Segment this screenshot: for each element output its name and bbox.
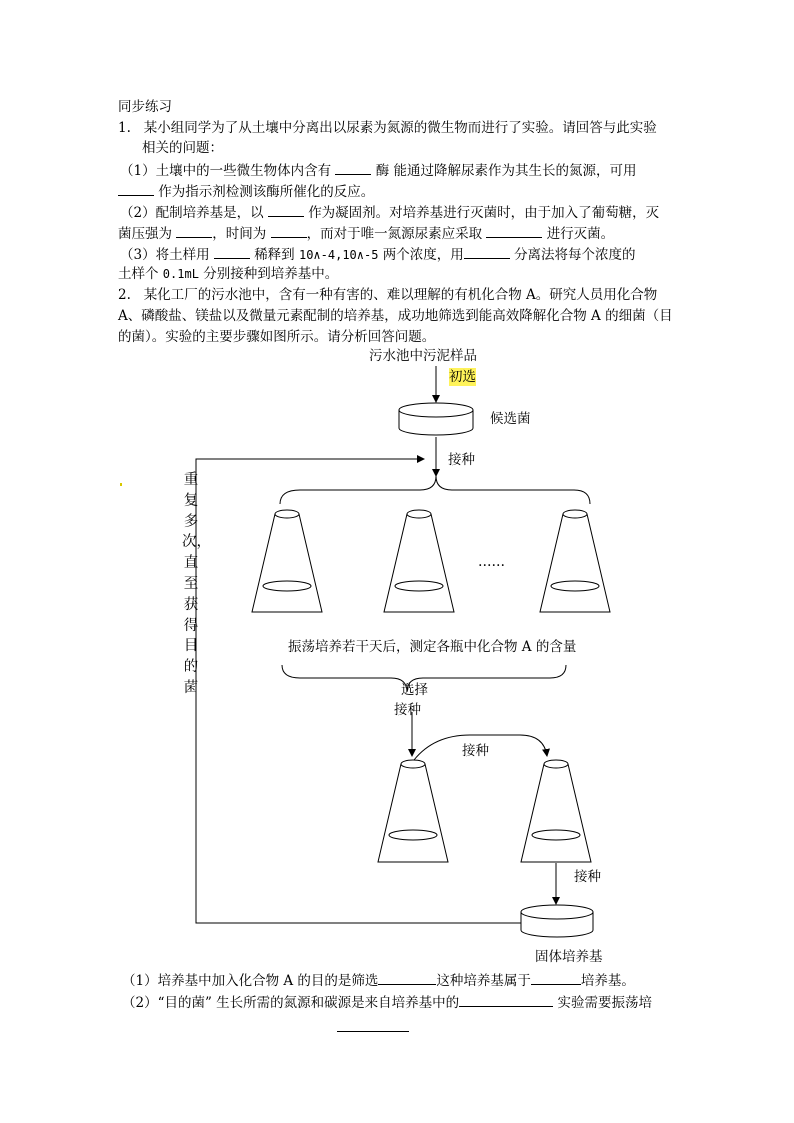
q2-stem-a: 某化工厂的污水池中，含有一种有害的、难以理解的有机化合物 A。研究人员用化合物 — [143, 287, 658, 303]
label-sample: 污水池中污泥样品 — [369, 348, 477, 364]
q1-p3-f: 分别接种到培养基中。 — [203, 266, 339, 282]
q1-p2-e: ，而对于唯一氮源尿素应采取 — [306, 226, 483, 242]
label-shake: 振荡培养若干天后，测定各瓶中化合物 A 的含量 — [288, 639, 577, 655]
q2-sub2-b: 实验需要振荡培 — [557, 995, 652, 1011]
label-candidate: 候选菌 — [490, 411, 531, 427]
brace-top — [280, 476, 590, 504]
q1-p3-d: 分离法将每个浓度的 — [514, 247, 636, 263]
q1-p3-volume: 0.1mL — [162, 267, 199, 281]
q1-p2-b: 作为凝固剂。对培养基进行灭菌时，由于加入了葡萄糖，灭 — [308, 205, 660, 221]
flask-4 — [378, 760, 448, 862]
q2-sub2-a: （2）“目的菌” 生长所需的氮源和碳源是来自培养基中的 — [122, 995, 460, 1011]
answer-blank[interactable] — [378, 970, 436, 985]
q2-number: 2. — [118, 287, 131, 303]
q1-stem-a: 某小组同学为了从土壤中分离出以尿素为氮源的微生物而进行了实验。请回答与此实验 — [143, 120, 657, 136]
flask-5 — [521, 760, 591, 862]
q1-p3-e: 土样个 — [118, 266, 159, 282]
label-dots: …… — [478, 554, 505, 570]
q1-stem-b: 相关的问题： — [142, 140, 223, 156]
q1-p1-c: 作为指示剂检测该酶所催化的反应。 — [158, 184, 375, 200]
label-inoculate-3: 接种 — [462, 743, 489, 759]
flask-3 — [540, 510, 610, 612]
q1-p3-c: 两个浓度，用 — [382, 247, 464, 263]
loop-arrow — [196, 459, 521, 923]
q1-p1-b: 酶 能通过降解尿素作为其生长的氮源，可用 — [375, 163, 637, 179]
q1-p2-a: （2）配制培养基是，以 — [120, 205, 264, 221]
flask-2 — [384, 510, 454, 612]
petri-dish-solid — [521, 905, 593, 937]
label-select: 选择 — [401, 682, 428, 698]
q1-p1-a: （1）土壤中的一些微生物体内含有 — [120, 163, 332, 179]
label-primary-selection: 初选 — [449, 369, 476, 385]
q2-sub1-c: 培养基。 — [580, 973, 635, 989]
label-solid-medium: 固体培养基 — [535, 949, 603, 965]
flask-1 — [252, 510, 322, 612]
q2-stem-c: 的菌）。实验的主要步骤如图所示。请分析回答问题。 — [118, 329, 436, 345]
q1-number: 1. — [118, 120, 131, 136]
q1-p2-c: 菌压强为 — [118, 226, 172, 242]
q2-sub1 — [122, 970, 635, 991]
answer-blank[interactable] — [531, 970, 581, 985]
q1-p2-d: ，时间为 — [212, 226, 267, 242]
q1-p3-concentration: 10∧-4,10∧-5 — [298, 248, 379, 262]
q2-sub1-b: 这种培养基属于 — [436, 973, 531, 989]
q1-p3-b: 稀释到 — [254, 247, 295, 263]
mark-dot — [120, 483, 122, 486]
q1-p2-f: 进行灭菌。 — [546, 226, 615, 242]
petri-dish-candidate — [399, 403, 473, 435]
q2-sub2 — [122, 992, 652, 1013]
q2-sub1-a: （1）培养基中加入化合物 A 的目的是筛选 — [122, 973, 379, 989]
answer-blank[interactable] — [337, 1017, 409, 1032]
q2-stem-b: A、磷酸盐、镁盐以及微量元素配制的培养基，成功地筛选到能高效降解化合物 A 的细菌（目 — [118, 308, 673, 324]
label-repeat: 重复多次，直至获得目的菌 — [182, 472, 211, 696]
label-inoculate-2: 接种 — [394, 702, 421, 718]
q1-p3-a: （3）将土样用 — [120, 247, 210, 263]
label-inoculate-4: 接种 — [574, 869, 601, 885]
answer-blank[interactable] — [459, 992, 553, 1007]
label-inoculate-1: 接种 — [448, 452, 475, 468]
section-title: 同步练习 — [118, 99, 172, 115]
